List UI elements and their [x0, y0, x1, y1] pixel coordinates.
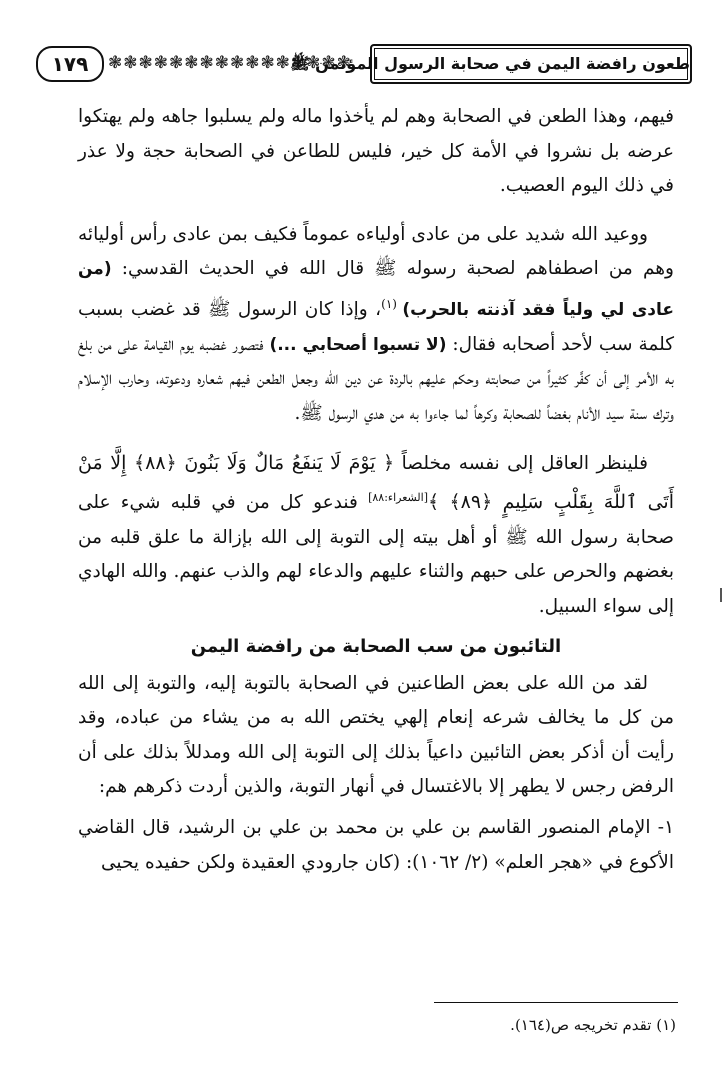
ornament-border: ❃❃❃❃❃❃❃❃❃❃❃❃❃❃❃❃ — [108, 53, 352, 73]
paragraph-2 — [78, 218, 674, 432]
paragraph-3 — [78, 446, 674, 625]
running-title: طعون رافضة اليمن في صحابة الرسول المؤتمن ﷺ — [370, 44, 692, 84]
paragraph-4 — [78, 667, 674, 805]
prophet-quote: (لا تسبوا أصحابي ...) — [269, 334, 447, 355]
section-heading: التائبون من سب الصحابة من رافضة اليمن — [190, 635, 562, 657]
main-text — [78, 100, 674, 880]
paragraph-5 — [78, 811, 674, 880]
paragraph-2-intro: ووعيد الله شديد على من عادى أولياءه عموماً فكيف بمن عادى رأس أوليائه وهم من اصطفاهم لصحبة رسوله ﷺ قال الله في الحديث القدسي: — [78, 223, 674, 280]
paragraph-5-text: ١- الإمام المنصور القاسم بن علي بن محمد بن علي بن الرشيد، قال القاضي الأكوع في «هجر العلم» (٢/ ١٠٦٢): (كان جارودي العقيدة ولكن حفيده يحيى — [78, 817, 674, 873]
paragraph-3-end: فندعو كل من في قلبه شيء على صحابة رسول الله ﷺ أو أهل بيته إلى التوبة إلى الله بإزالة ما علق قلبه من بغضهم والحرص على حبهم والثناء عليهم والدعاء لهم والذب عنهم. والله الهادي إلى سواء السبيل. — [78, 492, 674, 618]
quran-verse: ﴿ يَوْمَ لَا يَنفَعُ مَالٌ وَلَا بَنُونَ ﴿٨٨﴾ إِلَّا مَنْ أَتَى ٱللَّهَ بِقَلْبٍ سَلِيمٍ ﴿٨٩﴾ ﴾ — [78, 451, 674, 514]
paragraph-1-text: فيهم، وهذا الطعن في الصحابة وهم لم يأخذوا ماله ولم يسلبوا جاهه ولم يهتكوا عرضه بل نشروا في الأمة كل خير، فليس للطاعن في الصحابة حجة ولا عذر في ذلك اليوم العصيب. — [78, 106, 674, 197]
footnote: (١) تقدم تخريجه ص(١٦٤). — [510, 1016, 676, 1034]
verse-reference: [الشعراء:٨٨] — [368, 491, 429, 505]
paragraph-2-middle: ، وإذا كان الرسول ﷺ قد غضب بسبب كلمة سب لأحد أصحابه فقال: — [78, 299, 674, 355]
page-header — [36, 44, 692, 84]
scan-edge-mark — [720, 588, 722, 602]
page-number: ١٧٩ — [36, 46, 104, 82]
paragraph-2-end: فتصور غضبه يوم القيامة على من بلغ به الأمر إلى أن كفَّر كثيراً من صحابته وحكم عليهم بالردة عن دين الله وجعل الطعن فيهم شعاره ودعوته، وحارب الإسلام وترك سنة سيد الأنام بغضاً للصحابة وكرهاً لما جاءوا به من هدي الرسول ﷺ. — [78, 333, 674, 424]
footnote-ref: (١) — [381, 296, 403, 311]
paragraph-4-text: لقد من الله على بعض الطاعنين في الصحابة بالتوبة إليه، والتوبة إلى الله من كل ما يخالف شرعه إنعام إلهي يختص الله به من يشاء من عباده، وقد رأيت أن أذكر بعض التائبين داعياً بذلك إلى التوبة إلى الله ومدللاً بذلك على أن الرفض رجس لا يطهر إلا بالاغتسال في أنهار التوبة، والذين أردت ذكرهم هم: — [78, 672, 674, 798]
paragraph-1 — [78, 100, 674, 204]
footnote-divider — [434, 1002, 678, 1003]
paragraph-3-intro: فلينظر العاقل إلى نفسه مخلصاً — [394, 452, 648, 474]
hadith-quote: (من عادى لي ولياً فقد آذنته بالحرب) — [78, 259, 674, 321]
